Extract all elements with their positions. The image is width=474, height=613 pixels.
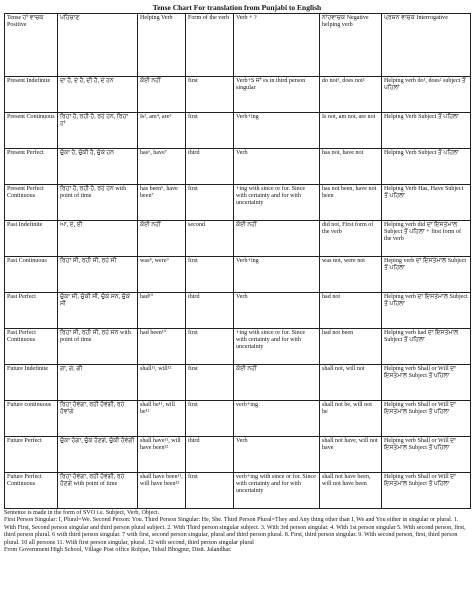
table-row xyxy=(5,365,471,401)
negative-cell: has not, have not xyxy=(320,149,382,185)
table-row xyxy=(5,401,471,437)
verb-form-cell: first xyxy=(186,473,234,509)
verb-plus-cell: ਕੋਈ ਨਹੀਂ xyxy=(234,365,320,401)
header-identification: ਪਹਿਚਾਣ xyxy=(58,14,138,77)
footnotes xyxy=(4,510,470,554)
tense-name-cell: Future continuous xyxy=(5,401,58,437)
interrogative-cell: Helping verb Shall or Will ਦਾ ਇਸਤੇਮਾਲ Subject ਤੋਂ ਪਹਿਲਾ xyxy=(382,473,471,509)
tense-name-cell: Past Continuous xyxy=(5,257,58,293)
note-source: From Government High School, Village Post office Rohjan, Tehsil Bhogpur, Distt. Jalandhar. xyxy=(4,547,232,554)
identification-cell: ਚੁੱਕਾ ਸੀ, ਚੁੱਕੀ ਸੀ, ਚੁੱਕੇ ਸਨ, ਚੁੱਕੇ ਸੀ xyxy=(58,293,138,329)
header-tense: Tense ਹਾਂ ਵਾਚਕ Positive xyxy=(5,14,58,77)
tense-name-cell: Present Continuous xyxy=(5,113,58,149)
negative-cell: has not been, have not been xyxy=(320,185,382,221)
identification-cell: ਰਿਹਾ ਹੈ, ਰਹੀ ਹੈ, ਰਹੇ ਹਨ, ਰਿਹਾ ਹਾਂ xyxy=(58,113,138,149)
note-svo: Sentence is made in the form of SVO i.e. Subject, Verb, Object. xyxy=(4,510,160,516)
interrogative-cell: Helping Verb Subject ਤੋਂ ਪਹਿਲਾ xyxy=(382,113,471,149)
verb-plus-cell: Verb+ing xyxy=(234,113,320,149)
negative-cell: do not¹, does not² xyxy=(320,77,382,113)
helping-verb-cell: was⁸, were⁹ xyxy=(138,257,186,293)
verb-plus-cell: ਕੋਈ ਨਹੀਂ xyxy=(234,221,320,257)
note-persons: First Person Singular: I, Plural=We. Second Person: You. Third Person Singular: He, She. Third Person Plural=They and Any thing other than I, We and You either in singular or plural. 1. With First, Second person singular and third person plural subject. 2. With Third person singular subject. 3. With 3rd person singular. 4. With 1st person singular 5. With second person, first, third person plural. 6 with third person singular. 7 with first, second person singular, plural and third person plural. 8. First, third person singular. 9. With second person, first, third person plural. 10 all persons 11. With first person singular, plural. 12 with second, third person singular plural xyxy=(4,517,466,546)
helping-verb-cell: ਕੋਈ ਨਹੀਂ xyxy=(138,77,186,113)
interrogative-cell: Helping verb did ਦਾ ਇਸਤੇਮਾਲ Subject ਤੋਂ ਪਹਿਲਾ + first form of the verb xyxy=(382,221,471,257)
verb-plus-cell: Verb+S ਜਾਂ es in third person singular xyxy=(234,77,320,113)
helping-verb-cell: shall¹¹, will¹² xyxy=(138,365,186,401)
interrogative-cell: Helping verb Shall or Will ਦਾ ਇਸਤੇਮਾਲ Subject ਤੋਂ ਪਹਿਲਾ xyxy=(382,365,471,401)
tense-chart-table xyxy=(4,13,471,509)
identification-cell: ਰਿਹਾ ਸੀ, ਰਹੀ ਸੀ, ਰਹੇ ਸਨ with point of time xyxy=(58,329,138,365)
verb-plus-cell: +ing with since or for. Since with certainty and for with uncertainty xyxy=(234,329,320,365)
tense-name-cell: Present Perfect xyxy=(5,149,58,185)
tense-name-cell: Future Perfect xyxy=(5,437,58,473)
negative-cell: had not xyxy=(320,293,382,329)
header-verb-plus: Verb + ? xyxy=(234,14,320,77)
header-verb-form: Form of the verb xyxy=(186,14,234,77)
tense-name-cell: Present Perfect Continuous xyxy=(5,185,58,221)
verb-plus-cell: Verb xyxy=(234,149,320,185)
verb-form-cell: first xyxy=(186,257,234,293)
identification-cell: ਦਾ ਹੈ, ਦੇ ਹੈ, ਦੀ ਹੈ, ਦੇ ਹਨ xyxy=(58,77,138,113)
interrogative-cell: Helping verb do¹, does² subject ਤੋਂ ਪਹਿਲਾਂ xyxy=(382,77,471,113)
identification-cell: ਚੁੱਕਾ ਹੋਗਾ, ਚੁੱਕੇ ਹੋਣਗੇ, ਚੁੱਕੀ ਹੋਵੇਗੀ xyxy=(58,437,138,473)
interrogative-cell: Helping verb Shall or Will ਦਾ ਇਸਤੇਮਾਲ Subject ਤੋਂ ਪਹਿਲਾ xyxy=(382,401,471,437)
verb-plus-cell: Verb xyxy=(234,293,320,329)
helping-verb-cell: shall have¹¹, will have been¹² xyxy=(138,437,186,473)
interrogative-cell: Heping verb ਦਾ ਇਸਤੇਮਾਲ Subject ਤੋਂ ਪਹਿਲਾ xyxy=(382,257,471,293)
verb-form-cell: second xyxy=(186,221,234,257)
helping-verb-cell: has⁶, have⁷ xyxy=(138,149,186,185)
verb-form-cell: first xyxy=(186,113,234,149)
table-row xyxy=(5,185,471,221)
table-row xyxy=(5,149,471,185)
verb-form-cell: first xyxy=(186,185,234,221)
negative-cell: shall not, will not xyxy=(320,365,382,401)
interrogative-cell: Helping verb had ਦਾ ਇਸਤੇਮਾਲ Subject ਤੋਂ ਪਹਿਲਾ xyxy=(382,329,471,365)
interrogative-cell: Helping Verb Subject ਤੋਂ ਪਹਿਲਾ xyxy=(382,149,471,185)
verb-form-cell: first xyxy=(186,401,234,437)
table-row xyxy=(5,437,471,473)
table-row xyxy=(5,473,471,509)
helping-verb-cell: has been⁶, have been⁷ xyxy=(138,185,186,221)
identification-cell: ਰਿਹਾ ਹੋਵੇਗਾ, ਰਹੀ ਹੋਵੇਗੀ, ਰਹੇ ਹੋਣਗੇ with point of time xyxy=(58,473,138,509)
verb-plus-cell: verb+ing xyxy=(234,401,320,437)
helping-verb-cell: shall be¹¹, will be¹² xyxy=(138,401,186,437)
helping-verb-cell: shall have been¹¹, will have been¹² xyxy=(138,473,186,509)
verb-form-cell: third xyxy=(186,293,234,329)
negative-cell: shall not have, will not have xyxy=(320,437,382,473)
negative-cell: shall not be, will not be xyxy=(320,401,382,437)
tense-name-cell: Past Perfect Continuous xyxy=(5,329,58,365)
verb-plus-cell: +ing with since or for. Since with certainty and for with uncertainty xyxy=(234,185,320,221)
verb-plus-cell: verb+ing with since or for. Since with certainty and for with uncertainty xyxy=(234,473,320,509)
header-helping-verb: Helping Verb xyxy=(138,14,186,77)
verb-form-cell: third xyxy=(186,437,234,473)
interrogative-cell: Helping Verb Has, Have Subject ਤੋਂ ਪਹਿਲਾ xyxy=(382,185,471,221)
table-row xyxy=(5,77,471,113)
identification-cell: ਰਿਹਾ ਸੀ, ਰਹੀ ਸੀ, ਰਹੇ ਸੀ xyxy=(58,257,138,293)
table-row xyxy=(5,221,471,257)
helping-verb-cell: Is³, am⁴, are⁵ xyxy=(138,113,186,149)
verb-plus-cell: Verb+ing xyxy=(234,257,320,293)
tense-name-cell: Future Perfect Continuous xyxy=(5,473,58,509)
identification-cell: ਚੁੱਕਾ ਹੈ, ਚੁੱਕੀ ਹੈ, ਚੁੱਕੇ ਹਨ xyxy=(58,149,138,185)
identification-cell: ਗਾ, ਗੇ, ਗੀ xyxy=(58,365,138,401)
table-row xyxy=(5,293,471,329)
tense-name-cell: Present Indefinite xyxy=(5,77,58,113)
table-row xyxy=(5,329,471,365)
negative-cell: was not, were not xyxy=(320,257,382,293)
identification-cell: ਰਿਹਾ ਹੈ, ਰਹੀ ਹੈ, ਰਹੇ ਹਨ with point of time xyxy=(58,185,138,221)
negative-cell: had not been xyxy=(320,329,382,365)
table-row xyxy=(5,113,471,149)
negative-cell: did not, First form of the verb xyxy=(320,221,382,257)
helping-verb-cell: had¹⁰ xyxy=(138,293,186,329)
identification-cell: ਰਿਹਾ ਹੋਵੇਗਾ, ਰਹੀ ਹੋਵੇਗੀ, ਰਹੇ ਹੋਵਾਂਗੇ xyxy=(58,401,138,437)
negative-cell: shall not have been, will not have been xyxy=(320,473,382,509)
negative-cell: Is not, am not, are not xyxy=(320,113,382,149)
interrogative-cell: Helping verb Shall or Will ਦਾ ਇਸਤੇਮਾਲ Subject ਤੋਂ ਪਹਿਲਾ xyxy=(382,437,471,473)
identification-cell: ਆ, ਏ, ਈ xyxy=(58,221,138,257)
tense-name-cell: Future Indefinite xyxy=(5,365,58,401)
verb-form-cell: first xyxy=(186,329,234,365)
header-row xyxy=(5,14,471,77)
helping-verb-cell: ਕੋਈ ਨਹੀਂ xyxy=(138,221,186,257)
verb-form-cell: third xyxy=(186,149,234,185)
interrogative-cell: Helping verb ਦਾ ਇਸਤੇਮਾਲ Subject ਤੋਂ ਪਹਿਲਾ xyxy=(382,293,471,329)
verb-form-cell: first xyxy=(186,365,234,401)
table-row xyxy=(5,257,471,293)
header-negative: ਨਾਂਹਵਾਚਕ Negative helping verb xyxy=(320,14,382,77)
document-title: Tense Chart For translation from Punjabi to English xyxy=(152,3,322,12)
verb-form-cell: first xyxy=(186,77,234,113)
tense-name-cell: Past Indefinite xyxy=(5,221,58,257)
verb-plus-cell: Verb xyxy=(234,437,320,473)
tense-name-cell: Past Perfect xyxy=(5,293,58,329)
header-interrogative: ਪ੍ਰਸ਼ਨ ਵਾਚਕ Interrogative xyxy=(382,14,471,77)
helping-verb-cell: had been¹⁰ xyxy=(138,329,186,365)
